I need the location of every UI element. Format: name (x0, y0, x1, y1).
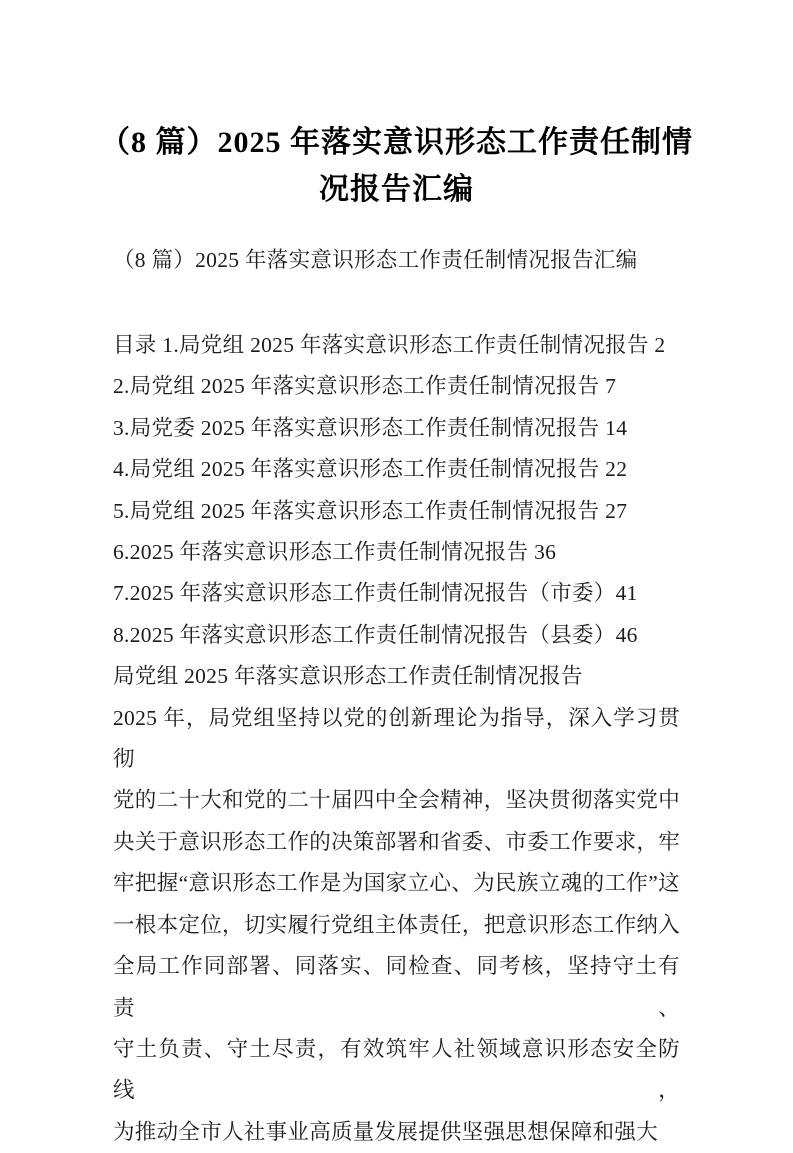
toc-line: 3.局党委 2025 年落实意识形态工作责任制情况报告 14 (113, 415, 628, 440)
toc-line: 5.局党组 2025 年落实意识形态工作责任制情况报告 27 (113, 498, 628, 523)
body-line-last: 为推动全市人社事业高质量发展提供坚强思想保障和强大 (113, 1119, 659, 1144)
toc-line: 6.2025 年落实意识形态工作责任制情况报告 36 (113, 540, 557, 565)
toc-line: 8.2025 年落实意识形态工作责任制情况报告（县委）46 (113, 622, 638, 647)
body-line: 2025 年，局党组坚持以党的创新理论为指导，深入学习贯彻 (113, 705, 680, 772)
toc-line: 4.局党组 2025 年落实意识形态工作责任制情况报告 22 (113, 457, 628, 482)
body-line: 牢把握“意识形态工作是为国家立心、为民族立魂的工作”这 (113, 871, 680, 896)
toc-line: 7.2025 年落实意识形态工作责任制情况报告（市委）41 (113, 581, 638, 606)
intro-paragraph: （8 篇）2025 年落实意识形态工作责任制情况报告汇编 (113, 248, 638, 272)
document-body (113, 325, 680, 1153)
document-title (0, 119, 793, 213)
toc-line: 2.局党组 2025 年落实意识形态工作责任制情况报告 7 (113, 374, 617, 399)
title-line-1: （8 篇）2025 年落实意识形态工作责任制情 (100, 126, 693, 159)
body-line: 全局工作同部署、同落实、同检查、同考核，坚持守土有责、 (113, 954, 680, 1020)
toc-line: 目录 1.局党组 2025 年落实意识形态工作责任制情况报告 2 (113, 333, 666, 357)
body-line: 央关于意识形态工作的决策部署和省委、市委工作要求，牢 (113, 829, 680, 854)
body-line: 一根本定位，切实履行党组主体责任，把意识形态工作纳入 (113, 912, 680, 937)
section-heading: 局党组 2025 年落实意识形态工作责任制情况报告 (113, 664, 583, 689)
body-line: 党的二十大和党的二十届四中全会精神，坚决贯彻落实党中 (113, 788, 680, 813)
title-line-2: 况报告汇编 (319, 173, 474, 206)
body-line: 守土负责、守土尽责，有效筑牢人社领域意识形态安全防线， (113, 1036, 680, 1103)
